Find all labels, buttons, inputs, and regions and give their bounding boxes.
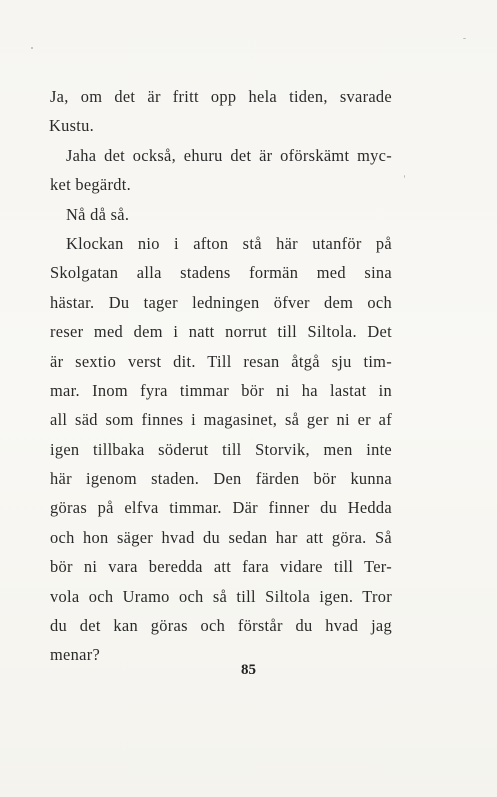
text-line: bör ni vara beredda att fara vidare till Ter- bbox=[50, 557, 392, 577]
text-line: här igenom staden. Den färden bör kunna bbox=[50, 469, 392, 489]
text-line: Skolgatan alla stadens formän med sina bbox=[50, 263, 392, 283]
text-line: och hon säger hvad du sedan har att göra. Så bbox=[50, 527, 392, 547]
text-line: reser med dem i natt norrut till Siltola. Det bbox=[50, 322, 392, 342]
text-line: är sextio verst dit. Till resan åtgå sju tim- bbox=[50, 351, 392, 371]
text-line: mar. Inom fyra timmar bör ni ha lastat in bbox=[50, 380, 392, 400]
text-line: menar? bbox=[50, 645, 101, 665]
text-line: vola och Uramo och så till Siltola igen. Tror bbox=[50, 586, 392, 606]
text-line: igen tillbaka söderut till Storvik, men inte bbox=[50, 439, 392, 459]
text-line: ket begärdt. bbox=[50, 175, 131, 195]
text-line: Nå då så. bbox=[66, 204, 130, 224]
page-number: 85 bbox=[241, 662, 256, 678]
text-line: göras på elfva timmar. Där finner du Hedda bbox=[50, 498, 392, 518]
paper-speck bbox=[31, 47, 33, 49]
text-line: du det kan göras och förstår du hvad jag bbox=[50, 616, 392, 636]
paper-speck bbox=[404, 175, 405, 178]
text-line: hästar. Du tager ledningen öfver dem och bbox=[50, 292, 392, 312]
text-line: Ja, om det är fritt opp hela tiden, svarade bbox=[50, 87, 392, 106]
paper-speck bbox=[463, 38, 466, 39]
text-line: Klockan nio i afton stå här utanför på bbox=[66, 233, 392, 253]
text-line: Jaha det också, ehuru det är oförskämt myc- bbox=[66, 145, 392, 165]
body-text bbox=[50, 82, 392, 670]
text-line: all säd som finnes i magasinet, så ger ni er af bbox=[50, 410, 392, 430]
text-line: Kustu. bbox=[49, 116, 95, 136]
